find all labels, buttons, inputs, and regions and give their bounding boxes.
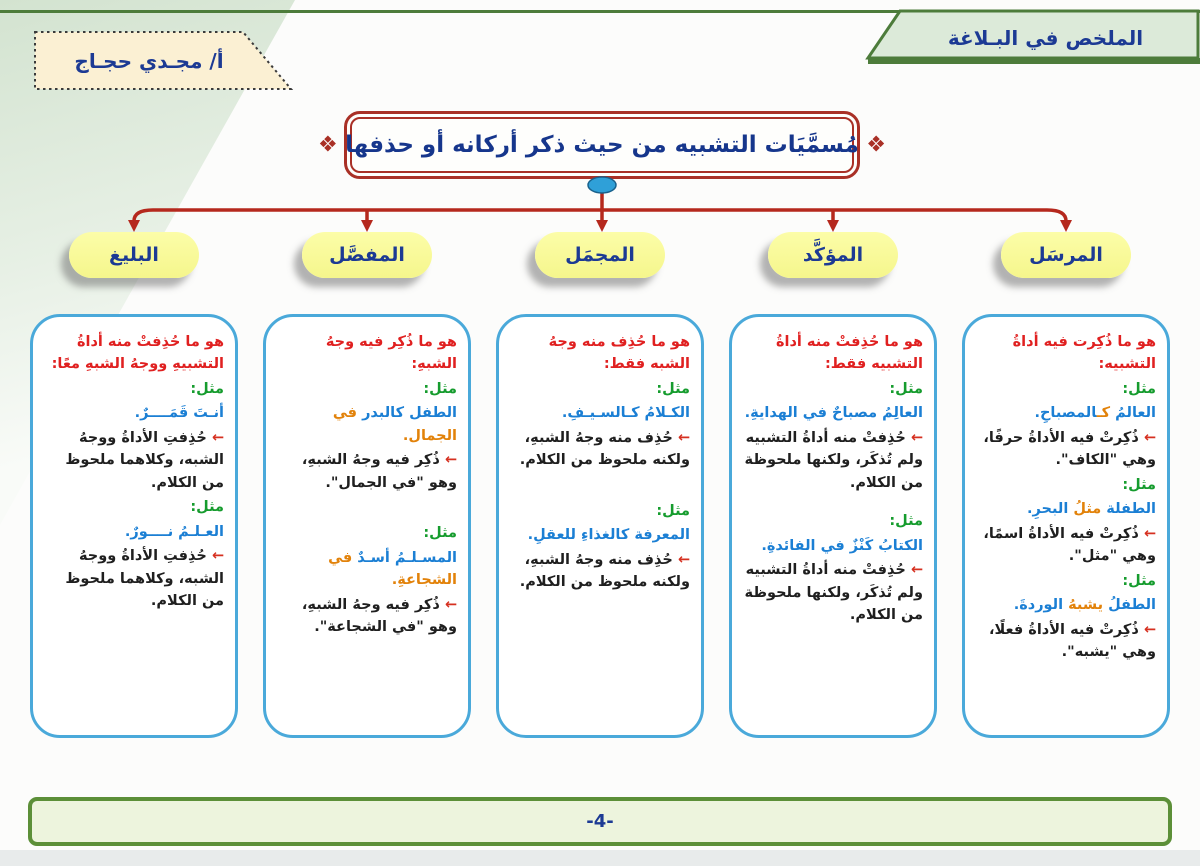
branch-label: المفصَّل: [302, 232, 432, 278]
arrow-icon: ←: [905, 562, 923, 579]
arrow-icon: ←: [1138, 525, 1156, 542]
text-segment: العالِمُ مصباحٌ في الهدايةِ.: [744, 405, 923, 422]
arrow-icon: ←: [905, 429, 923, 446]
text-segment: مثل:: [1122, 476, 1156, 493]
text-segment: ذُكِرتْ فيه الأداةُ فعلًا، وهي "يشبه".: [989, 621, 1156, 661]
text-segment: مثل:: [423, 525, 457, 542]
box-paragraph: [976, 402, 1156, 424]
box-paragraph: [44, 521, 224, 543]
branch-3: [496, 232, 704, 738]
box-paragraph: [976, 570, 1156, 592]
bottom-strip: [0, 850, 1200, 866]
branch-box: [962, 314, 1170, 738]
box-paragraph: [277, 449, 457, 494]
box-paragraph: [277, 402, 457, 447]
box-paragraph: [510, 524, 690, 546]
text-segment: مثلُ: [1073, 501, 1102, 518]
box-paragraph: [976, 331, 1156, 376]
arrow-icon: ←: [1138, 621, 1156, 638]
text-segment: ذُكِر فيه وجهُ الشبهِ، وهو "في الشجاعة".: [301, 596, 457, 636]
text-segment: مثل:: [190, 380, 224, 397]
text-segment: هو ما ذُكِر فيه وجهُ الشبهِ:: [325, 334, 457, 373]
box-paragraph: [743, 402, 923, 424]
branch-2: [729, 232, 937, 738]
text-segment: حُذِفتْ منه أداةُ التشبيه ولم تُذكَر، ولكنها ملحوظة من الكلام.: [744, 562, 923, 624]
arrowhead-icon: [596, 220, 608, 232]
box-paragraph: [743, 559, 923, 626]
branch-1: [962, 232, 1170, 738]
text-segment: هو ما حُذِف منه وجهُ الشبه فقط:: [548, 334, 690, 373]
arrowhead-icon: [827, 220, 839, 232]
text-segment: مثل:: [1122, 380, 1156, 397]
branch-5: [30, 232, 238, 738]
text-segment: أنـتَ قَمَــــرٌ.: [134, 405, 224, 422]
box-paragraph: [976, 498, 1156, 520]
box-paragraph: [510, 402, 690, 424]
box-paragraph: [976, 474, 1156, 496]
branch-label: البليغ: [69, 232, 199, 278]
arrow-icon: ←: [206, 429, 224, 446]
branch-box: [729, 314, 937, 738]
box-paragraph: [976, 523, 1156, 568]
text-segment: المعرفة كالغذاءِ للعقلِ.: [527, 527, 690, 544]
text-segment: مثل:: [190, 499, 224, 516]
branches-row: [30, 232, 1170, 738]
box-paragraph: [976, 427, 1156, 472]
text-segment: مثل:: [656, 380, 690, 397]
main-title-frame: [318, 111, 886, 179]
box-paragraph: [743, 378, 923, 400]
text-segment: الكتابُ كَنْزٌ في الفائدةِ.: [761, 537, 923, 554]
text-segment: في الشجاعةِ.: [328, 549, 457, 589]
text-segment: حُذِفتِ الأداةُ ووجهُ الشبه، وكلاهما ملحوظ من الكلام.: [65, 548, 224, 610]
text-segment: العالمُ: [1110, 405, 1156, 422]
text-segment: مثل:: [423, 380, 457, 397]
page-title: مُسمَّيَات التشبيه من حيث ذكر أركانه أو حذفها: [350, 117, 854, 173]
branch-label: المؤكَّد: [768, 232, 898, 278]
box-paragraph: [743, 510, 923, 532]
box-paragraph: [510, 549, 690, 594]
text-segment: حُذِف منه وجهُ الشبهِ، ولكنه ملحوظ من الكلام.: [519, 429, 690, 469]
root-node-icon: [588, 177, 616, 193]
text-segment: البحرِ.: [1027, 501, 1074, 518]
box-paragraph: [976, 378, 1156, 400]
text-segment: مثل:: [1122, 572, 1156, 589]
arrow-icon: ←: [439, 452, 457, 469]
text-segment: في الجمال.: [332, 405, 457, 444]
box-paragraph: [277, 594, 457, 639]
arrow-icon: ←: [439, 596, 457, 613]
text-segment: الطفل كالبدر: [357, 405, 457, 422]
title-ornament-right-icon: ❖: [866, 132, 886, 158]
box-paragraph: [44, 331, 224, 376]
text-segment: هو ما ذُكِرت فيه أداةُ التشبيه:: [1012, 334, 1156, 373]
box-paragraph: [44, 427, 224, 494]
page-number: -4-: [586, 811, 614, 832]
arrow-icon: ←: [672, 551, 690, 568]
text-segment: مثل:: [889, 513, 923, 530]
text-segment: كـ: [1096, 405, 1111, 422]
box-paragraph: [277, 378, 457, 400]
text-segment: ذُكِرتْ فيه الأداةُ حرفًا، وهي "الكاف".: [983, 429, 1156, 469]
text-segment: حُذِفتْ منه أداةُ التشبيه ولم تُذكَر، ولكنها ملحوظة من الكلام.: [744, 429, 923, 491]
teacher-badge: [33, 30, 295, 92]
arrowhead-icon: [361, 220, 373, 232]
branch-box: [263, 314, 471, 738]
arrow-icon: ←: [1138, 429, 1156, 446]
branch-4: [263, 232, 471, 738]
text-segment: المصباحِ.: [1034, 405, 1097, 422]
box-paragraph: [510, 427, 690, 472]
title-ornament-left-icon: ❖: [318, 132, 338, 158]
series-title: الملخص في البـلاغة: [947, 26, 1144, 50]
text-segment: ذُكِرتْ فيه الأداةُ اسمًا، وهي "مثل".: [983, 525, 1156, 565]
text-segment: المسـلـمُ أسـدٌ: [352, 549, 457, 566]
page-footer: [28, 797, 1172, 846]
text-segment: ذُكِر فيه وجهُ الشبهِ، وهو "في الجمال".: [301, 452, 457, 491]
box-paragraph: [510, 500, 690, 522]
box-paragraph: [510, 378, 690, 400]
teacher-name: أ/ مجـدي حجـاج: [74, 49, 224, 73]
text-segment: هو ما حُذِفتْ منه أداةُ التشبيهِ ووجهُ الشبهِ معًا:: [51, 334, 224, 373]
arrow-icon: ←: [672, 429, 690, 446]
branch-label: المرسَل: [1001, 232, 1131, 278]
box-paragraph: [44, 402, 224, 424]
box-paragraph: [44, 496, 224, 518]
box-paragraph: [743, 427, 923, 494]
text-segment: حُذِفتِ الأداةُ ووجهُ الشبه، وكلاهما ملحوظ من الكلام.: [65, 429, 224, 491]
text-segment: يشبهُ: [1068, 597, 1104, 614]
text-segment: حُذِف منه وجهُ الشبهِ، ولكنه ملحوظ من الكلام.: [519, 551, 690, 591]
box-paragraph: [44, 378, 224, 400]
connector-tree: [0, 174, 1200, 238]
box-paragraph: [277, 547, 457, 592]
box-paragraph: [976, 594, 1156, 616]
box-paragraph: [44, 545, 224, 612]
branch-box: [30, 314, 238, 738]
box-paragraph: [277, 331, 457, 376]
text-segment: الطفلُ: [1103, 597, 1156, 614]
branch-box: [496, 314, 704, 738]
arrow-icon: ←: [206, 548, 224, 565]
text-segment: مثل:: [889, 380, 923, 397]
text-segment: مثل:: [656, 502, 690, 519]
series-header: [865, 8, 1200, 68]
box-paragraph: [743, 331, 923, 376]
text-segment: الكـلامُ كـالسـيـفِ.: [561, 405, 690, 422]
text-segment: العـلـمُ نــــورٌ.: [124, 523, 224, 540]
text-segment: الطفلة: [1101, 501, 1156, 518]
box-paragraph: [277, 522, 457, 544]
branch-label: المجمَل: [535, 232, 665, 278]
arrowhead-icon: [128, 220, 140, 232]
arrowhead-icon: [1060, 220, 1072, 232]
text-segment: هو ما حُذِفتْ منه أداةُ التشبيه فقط:: [775, 334, 923, 373]
box-paragraph: [510, 331, 690, 376]
box-paragraph: [743, 535, 923, 557]
box-paragraph: [976, 619, 1156, 664]
text-segment: الوردةَ.: [1013, 597, 1069, 614]
